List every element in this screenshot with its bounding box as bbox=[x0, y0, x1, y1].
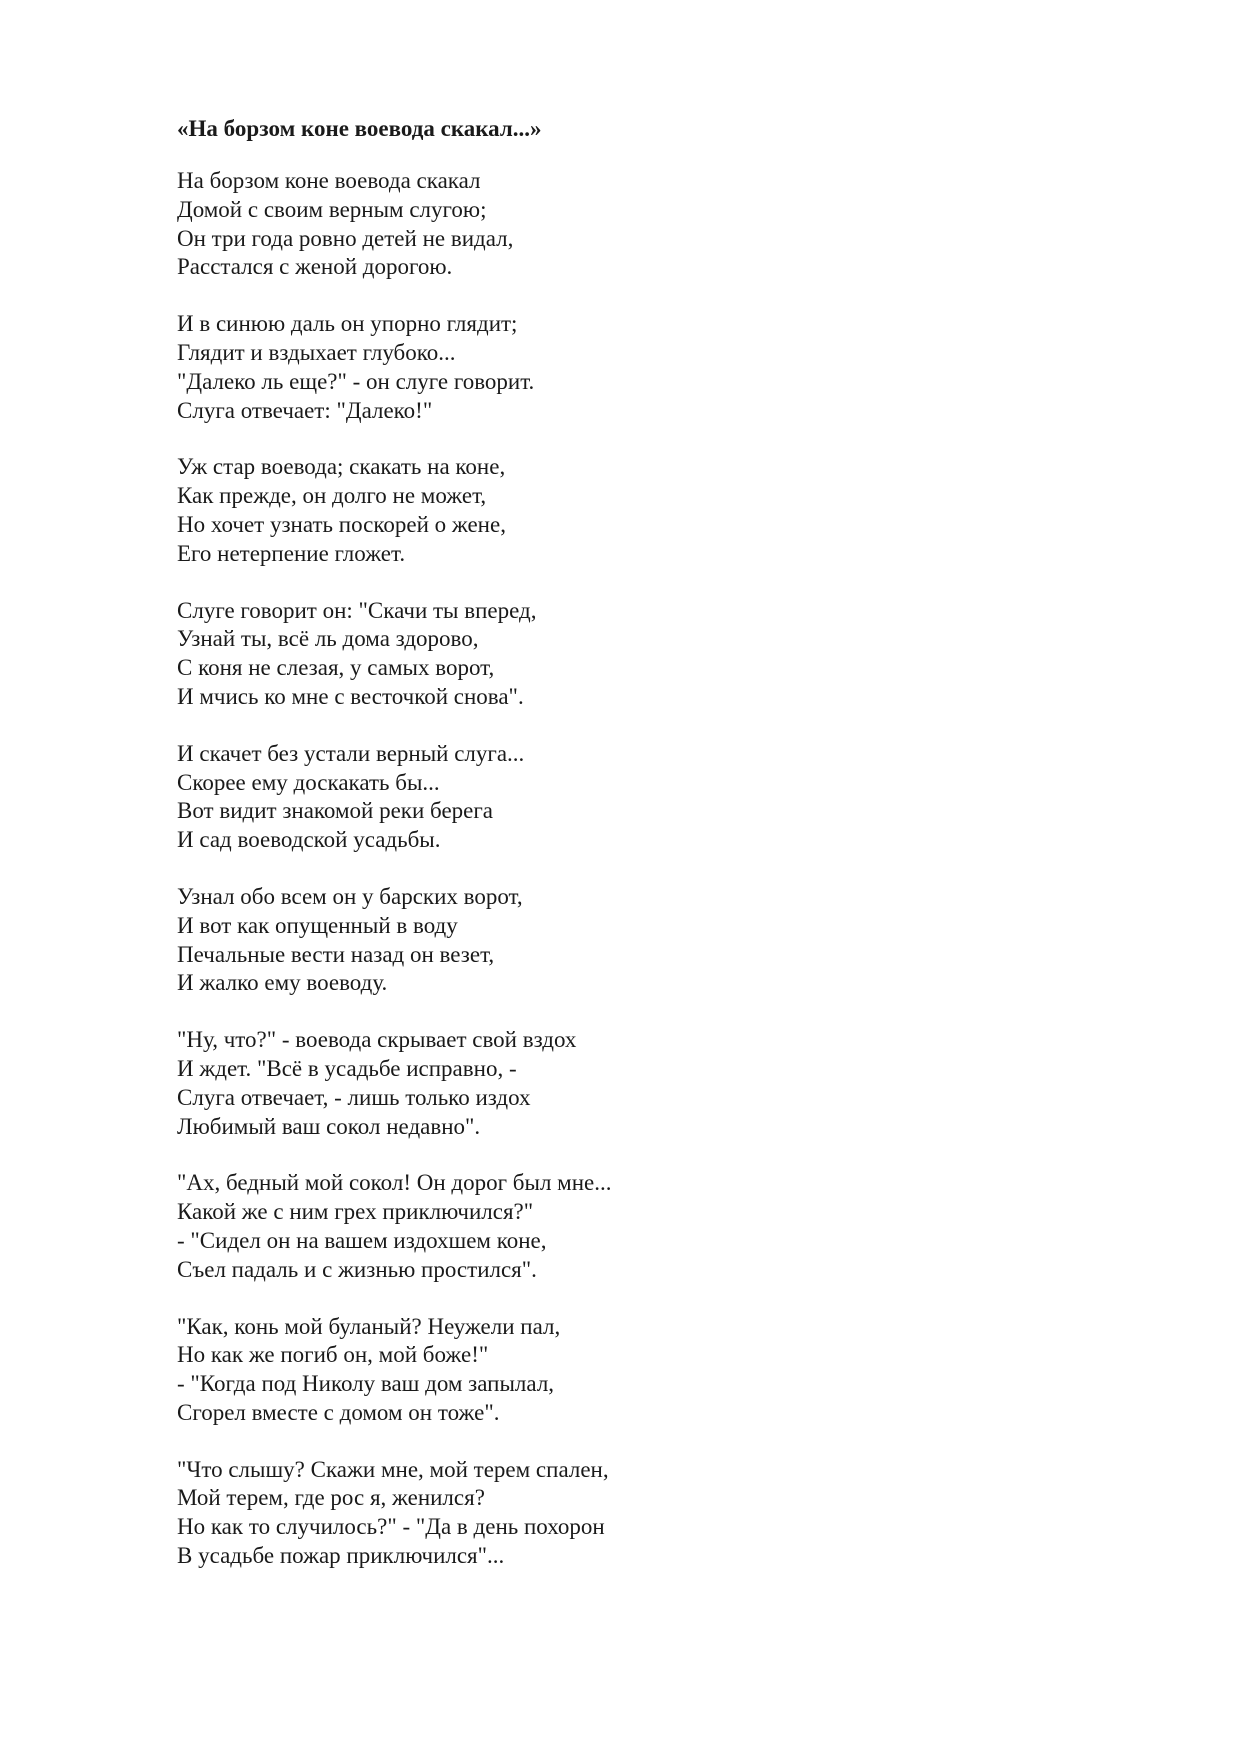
poem-line: И сад воеводской усадьбы. bbox=[177, 827, 441, 853]
poem-line: На борзом коне воевода скакал bbox=[177, 168, 481, 193]
poem-line: Но хочет узнать поскорей о жене, bbox=[177, 511, 506, 537]
poem-line: И мчись ко мне с весточкой снова". bbox=[177, 683, 524, 709]
poem-title: «На борзом коне воевода скакал...» bbox=[177, 116, 542, 141]
poem-line: Но как то случилось?" - "Да в день похорон bbox=[177, 1514, 605, 1540]
stanza bbox=[177, 740, 1077, 855]
poem-line: Слуга отвечает: "Далеко!" bbox=[177, 397, 433, 423]
poem-line: Расстался с женой дорогою. bbox=[177, 254, 453, 280]
poem-line: "Далеко ль еще?" - он слуге говорит. bbox=[177, 368, 535, 394]
poem-line: "Что слышу? Скажи мне, мой терем спален, bbox=[177, 1456, 609, 1482]
poem-line: И скачет без устали верный слуга... bbox=[177, 740, 525, 766]
poem-line: Слуге говорит он: "Скачи ты вперед, bbox=[177, 597, 537, 623]
poem-line: Уж стар воевода; скакать на коне, bbox=[177, 454, 506, 480]
poem-line: Домой с своим верным слугою; bbox=[177, 196, 487, 222]
poem bbox=[177, 115, 1077, 1599]
stanza bbox=[177, 1026, 1077, 1141]
stanza bbox=[177, 883, 1077, 998]
poem-line: В усадьбе пожар приключился"... bbox=[177, 1543, 505, 1569]
poem-line: - "Сидел он на вашем издохшем коне, bbox=[177, 1227, 547, 1253]
poem-line: - "Когда под Николу ваш дом запылал, bbox=[177, 1371, 555, 1397]
poem-line: Печальные вести назад он везет, bbox=[177, 941, 495, 967]
poem-line: Но как же погиб он, мой боже!" bbox=[177, 1342, 489, 1368]
poem-line: И в синюю даль он упорно глядит; bbox=[177, 311, 518, 337]
poem-line: Его нетерпение гложет. bbox=[177, 540, 406, 566]
poem-line: Как прежде, он долго не может, bbox=[177, 483, 487, 509]
poem-line: И ждет. "Всё в усадьбе исправно, - bbox=[177, 1055, 517, 1081]
poem-line: Сгорел вместе с домом он тоже". bbox=[177, 1399, 500, 1425]
poem-line: С коня не слезая, у самых ворот, bbox=[177, 655, 495, 681]
poem-line: Съел падаль и с жизнью простился". bbox=[177, 1256, 537, 1282]
poem-line: Узнал обо всем он у барских ворот, bbox=[177, 883, 523, 909]
stanza bbox=[177, 1313, 1077, 1428]
stanza bbox=[177, 167, 1077, 282]
poem-line: Любимый ваш сокол недавно". bbox=[177, 1113, 481, 1139]
poem-line: Глядит и вздыхает глубоко... bbox=[177, 339, 456, 365]
poem-line: И жалко ему воеводу. bbox=[177, 970, 388, 996]
poem-line: Он три года ровно детей не видал, bbox=[177, 225, 514, 251]
poem-line: Мой терем, где рос я, женился? bbox=[177, 1485, 485, 1511]
poem-line: Узнай ты, всё ль дома здорово, bbox=[177, 626, 479, 652]
poem-line: Какой же с ним грех приключился?" bbox=[177, 1199, 534, 1225]
poem-line: И вот как опущенный в воду bbox=[177, 912, 458, 938]
poem-line: Слуга отвечает, - лишь только издох bbox=[177, 1084, 531, 1110]
stanza bbox=[177, 1456, 1077, 1571]
stanza bbox=[177, 453, 1077, 568]
poem-line: "Ах, бедный мой сокол! Он дорог был мне... bbox=[177, 1170, 612, 1196]
poem-line: Скорее ему доскакать бы... bbox=[177, 769, 440, 795]
stanza bbox=[177, 597, 1077, 712]
poem-line: Вот видит знакомой реки берега bbox=[177, 798, 494, 824]
stanza bbox=[177, 1169, 1077, 1284]
stanza bbox=[177, 310, 1077, 425]
poem-line: "Ну, что?" - воевода скрывает свой вздох bbox=[177, 1027, 577, 1053]
poem-line: "Как, конь мой буланый? Неужели пал, bbox=[177, 1313, 561, 1339]
